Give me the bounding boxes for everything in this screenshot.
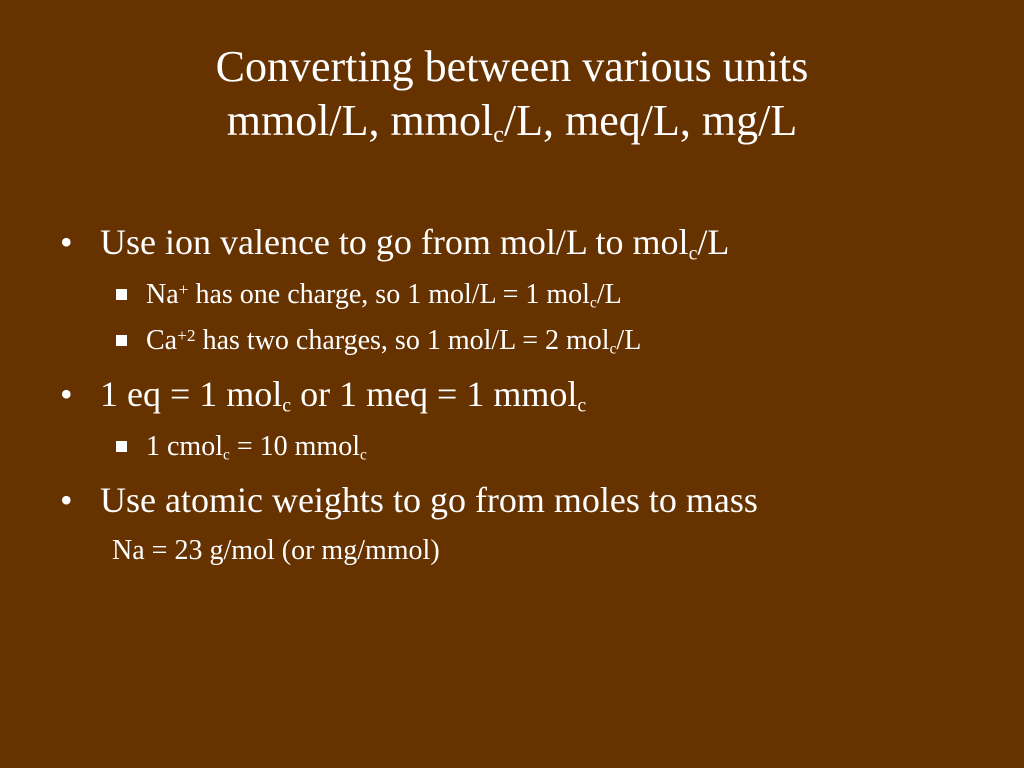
sub-bullet-text-b: has two charges, so 1 mol/L = 2 mol: [195, 325, 610, 356]
sub-bullet-superscript: +: [178, 280, 189, 300]
bullet-subscript: c: [688, 242, 698, 265]
sub-bullet-subscript-2: c: [359, 446, 367, 464]
sub-bullet-ca: [60, 322, 1000, 360]
square-bullet-icon: [116, 335, 127, 346]
bullet-subscript-2: c: [577, 394, 587, 417]
bullet-text-b: or 1 meq = 1 mmol: [291, 374, 578, 414]
square-bullet-icon: [116, 289, 127, 300]
bullet-text-a: Use ion valence to go from mol/L to mol: [100, 222, 689, 262]
bullet-marker: •: [60, 374, 73, 414]
sub-bullet-subscript-1: c: [223, 446, 230, 464]
sub-bullet-text-b: = 10 mmol: [229, 431, 360, 462]
sub-bullet-subscript: c: [609, 340, 617, 358]
sub-bullet-na: [60, 276, 1000, 314]
sub-bullet-subscript: c: [589, 294, 597, 312]
sub-bullet-text-a: 1 cmol: [146, 431, 223, 462]
note-na-weight: Na = 23 g/mol (or mg/mmol): [112, 535, 440, 566]
sub-bullet-cmol: [60, 428, 1000, 466]
bullet-valence: [60, 216, 1000, 268]
title-line-2-part-b: /L, meq/L, mg/L: [503, 96, 798, 145]
title-line-2-part-a: mmol/L, mmol: [226, 96, 494, 145]
bullet-marker: •: [60, 222, 73, 262]
slide-title: [0, 40, 1024, 148]
bullet-text-a: 1 eq = 1 mol: [100, 374, 283, 414]
bullet-text: Use atomic weights to go from moles to mass: [100, 480, 758, 520]
sub-bullet-text-c: /L: [596, 279, 622, 310]
title-line-1: Converting between various units: [215, 42, 809, 91]
square-bullet-icon: [116, 441, 127, 452]
bullet-equivalents: [60, 368, 1000, 420]
sub-bullet-superscript: +2: [177, 326, 196, 346]
bullet-atomic-weights: [60, 474, 1000, 526]
bullet-marker: •: [60, 480, 73, 520]
title-subscript: c: [493, 120, 504, 148]
slide-body: [60, 216, 1000, 570]
title-line-2: [0, 94, 1024, 148]
bullet-subscript-1: c: [282, 394, 292, 417]
sub-bullet-text-c: /L: [616, 325, 642, 356]
sub-bullet-text-a: Na: [146, 279, 179, 310]
bullet-text-b: /L: [697, 222, 730, 262]
sub-bullet-text-b: has one charge, so 1 mol/L = 1 mol: [188, 279, 590, 310]
sub-bullet-text-a: Ca: [146, 325, 178, 356]
